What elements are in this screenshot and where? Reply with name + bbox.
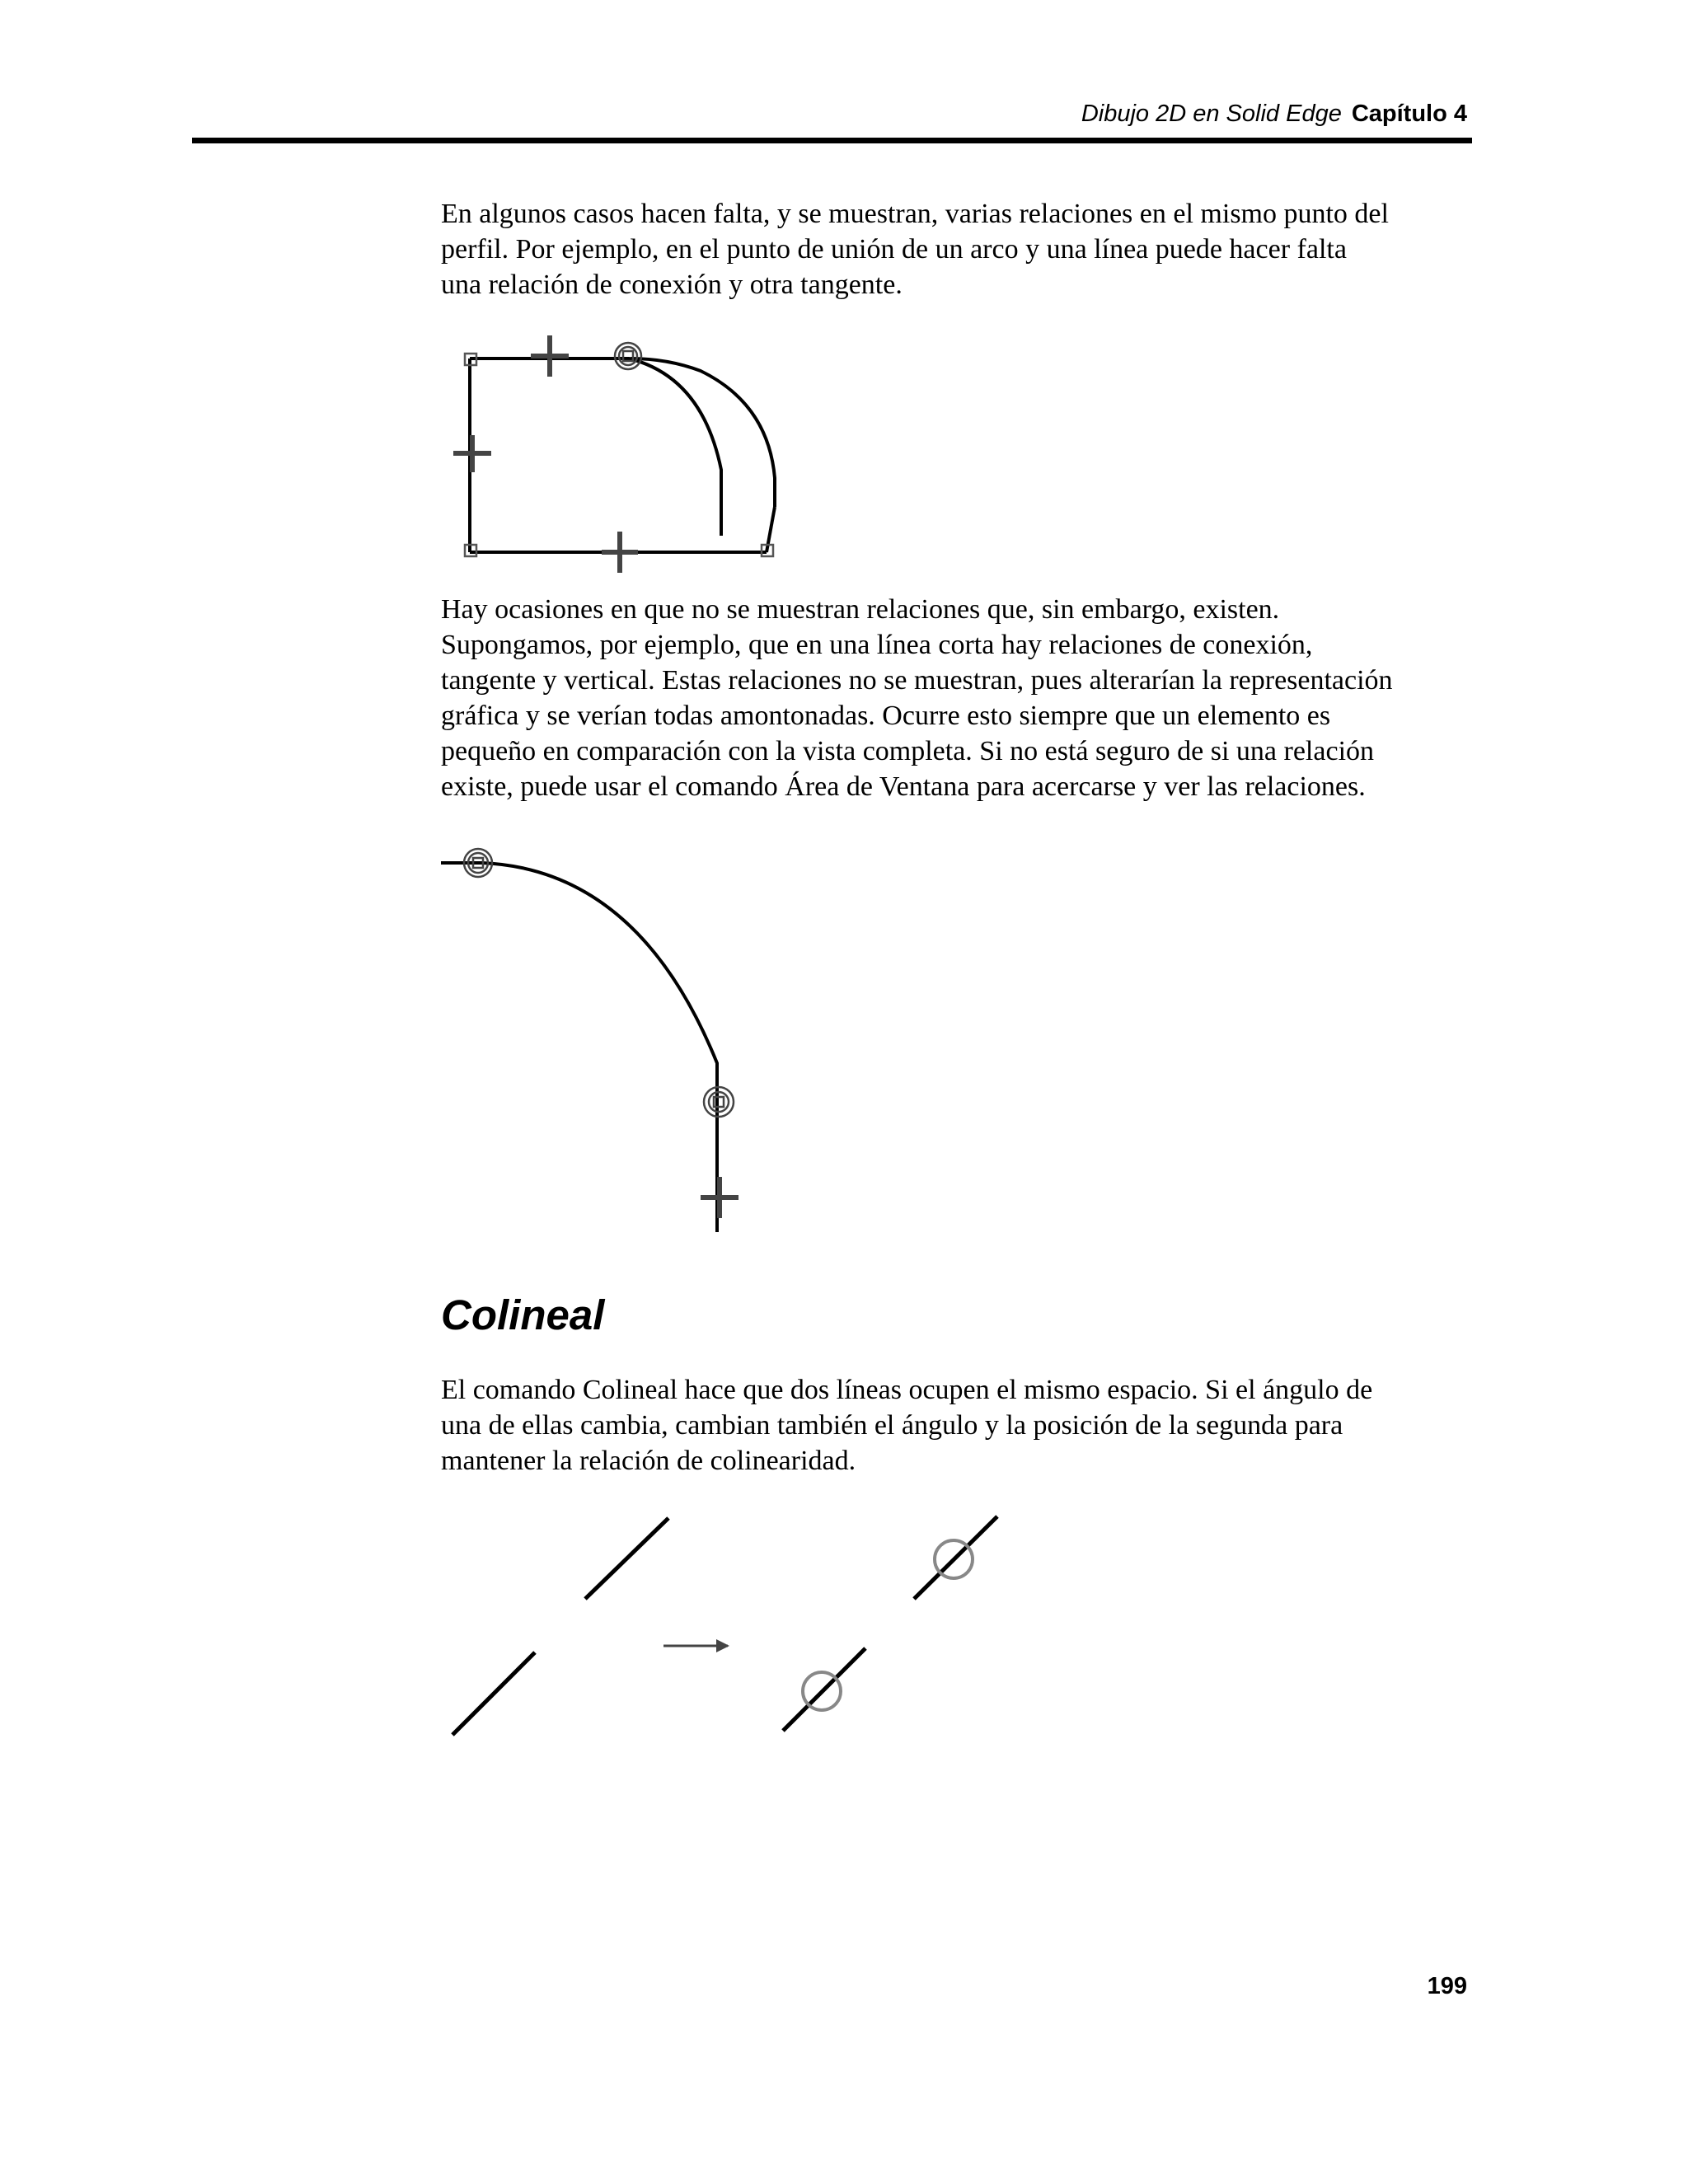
text-line: gráfica y se verían todas amontonadas. Ocurre esto siempre que un elemento es xyxy=(441,701,1331,731)
collinear-before-after-figure xyxy=(441,1508,1018,1747)
text-line: una de ellas cambia, cambian también el ángulo y la posición de la segunda para xyxy=(441,1410,1343,1441)
text-line: En algunos casos hacen falta, y se muestran, varias relaciones en el mismo punto del xyxy=(441,199,1389,229)
text-line: pequeño en comparación con la vista completa. Si no está seguro de si una relación xyxy=(441,736,1375,766)
arc-tangent-zoom-figure xyxy=(433,837,762,1244)
section-heading: Colineal xyxy=(441,1291,605,1338)
arc-and-line xyxy=(441,863,717,1232)
text-line: una relación de conexión y otra tangente. xyxy=(441,269,903,300)
text-line: Supongamos, por ejemplo, que en una línea corta hay relaciones de conexión, xyxy=(441,630,1313,660)
paragraph-collinear xyxy=(441,1372,1479,1479)
vertical-icon xyxy=(453,435,491,472)
book-title: Dibujo 2D en Solid Edge xyxy=(1081,101,1342,127)
chapter-label: Capítulo 4 xyxy=(1351,101,1467,127)
profile-relations-figure xyxy=(445,326,791,573)
vertical-icon xyxy=(701,1177,738,1218)
tangent-icon xyxy=(464,849,734,1117)
tangent-icon xyxy=(615,343,641,369)
paragraph-hidden-relations xyxy=(441,592,1479,804)
arrow-icon xyxy=(663,1639,729,1652)
header-rule xyxy=(192,138,1472,143)
lines-before xyxy=(452,1518,668,1735)
connect-icon xyxy=(465,354,773,556)
text-line: El comando Colineal hace que dos líneas ocupen el mismo espacio. Si el ángulo de xyxy=(441,1375,1373,1405)
text-line: existe, puede usar el comando Área de Ventana para acercarse y ver las relaciones. xyxy=(441,771,1366,802)
paragraph-multiple-relations xyxy=(441,196,1479,302)
text-line: mantener la relación de colinearidad. xyxy=(441,1446,856,1476)
lines-after xyxy=(783,1516,997,1731)
text-line: perfil. Por ejemplo, en el punto de unión de un arco y una línea puede hacer falta xyxy=(441,234,1347,265)
text-line: tangente y vertical. Estas relaciones no se muestran, pues alterarían la representación xyxy=(441,665,1393,696)
running-head xyxy=(1081,99,1467,129)
horizontal-icon xyxy=(531,335,638,573)
page-number: 199 xyxy=(1427,1973,1467,1999)
profile-outline xyxy=(470,359,775,552)
text-line: Hay ocasiones en que no se muestran relaciones que, sin embargo, existen. xyxy=(441,594,1280,625)
